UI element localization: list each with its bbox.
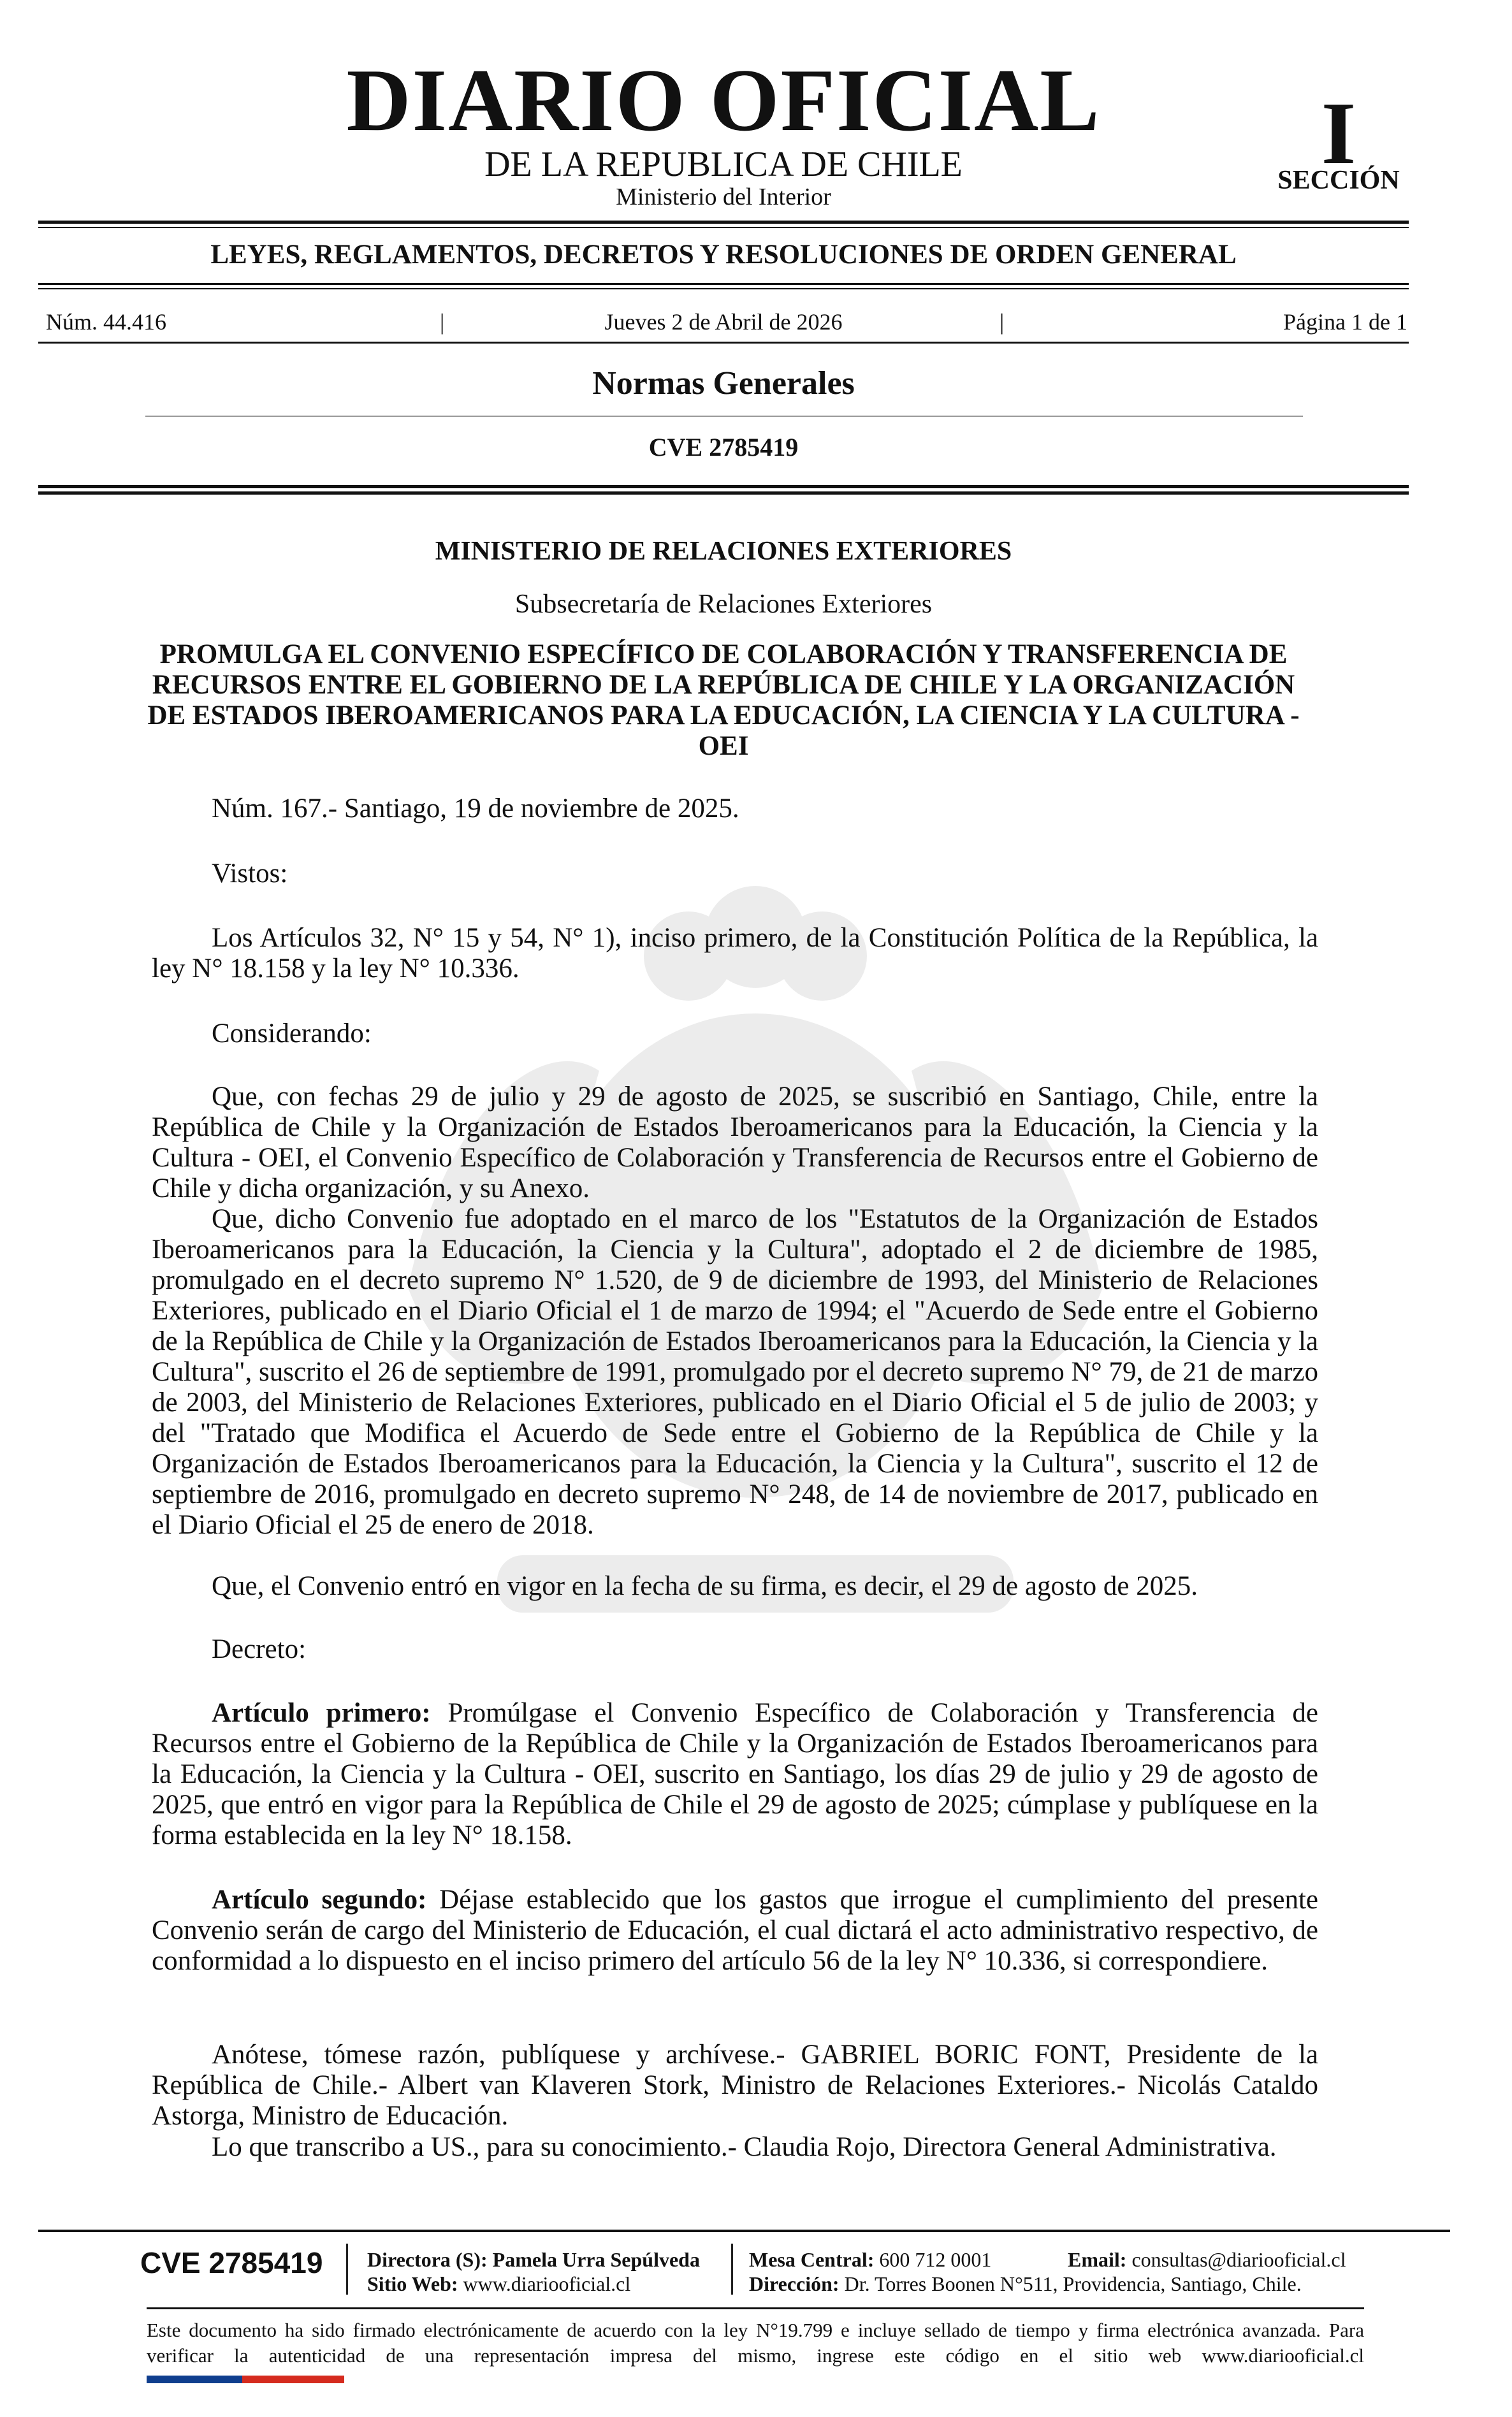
footer-website-label: Sitio Web: (367, 2272, 458, 2295)
footer-director-label: Directora (S): (367, 2248, 488, 2271)
considerando-p2-text: Que, dicho Convenio fue adoptado en el marco de los "Estatutos de la Organización de Estados Iberoamericanos para la Educación, la Ciencia y la Cultura", adoptado el 2 de diciembre de 1985, promulgado en el decreto supremo N° 1.520, de 9 de diciembre de 1993, del Ministerio de Relaciones Exteriores, publicado en el Diario Oficial el 1 de marzo de 1994; el "Acuerdo de Sede entre el Gobierno de la República de Chile y la Organización de Estados Iberoamericanos para la Educación, la Ciencia y la Cultura", suscrito el 26 de septiembre de 1991, promulgado por el decreto supremo N° 79, de 21 de marzo de 2003, del Ministerio de Relaciones Exteriores, publicado en el Diario Oficial el 5 de julio de 2003; y del "Tratado que Modifica el Acuerdo de Sede entre el Gobierno de la República de Chile y la Organización de Estados Iberoamericanos para la Educación, la Ciencia y la Cultura", suscrito el 12 de septiembre de 2016, promulgado en decreto supremo N° 248, de 14 de noviembre de 2017, publicado en el Diario Oficial el 25 de enero de 2018. (152, 1204, 1318, 1540)
footer-email (1068, 2249, 1346, 2270)
articulo-primero-label: Artículo primero: (212, 1698, 431, 1728)
header-rule-mid-1 (38, 283, 1409, 285)
considerando-p1-text: Que, con fechas 29 de julio y 29 de agosto de 2025, se suscribió en Santiago, Chile, entre la República de Chile y la Organización de Estados Iberoamericanos para la Educación, la Ciencia y la Cultura - OEI, el Convenio Específico de Colaboración y Transferencia de Recursos entre el Gobierno de Chile y dicha organización, y su Anexo. (152, 1082, 1318, 1203)
laws-line: LEYES, REGLAMENTOS, DECRETOS Y RESOLUCIONES DE ORDEN GENERAL (210, 240, 1237, 270)
section-number: I (1321, 84, 1356, 183)
considerando-heading (152, 1019, 1318, 1049)
footer-cve-code: CVE 2785419 (140, 2246, 323, 2279)
document-title: PROMULGA EL CONVENIO ESPECÍFICO DE COLABORACIÓN Y TRANSFERENCIA DE RECURSOS ENTRE EL GOBIERNO DE LA REPÚBLICA DE CHILE Y LA ORGANIZACIÓN DE ESTADOS IBEROAMERICANOS PARA LA EDUCACIÓN, LA CIENCIA Y LA CULTURA - OEI (147, 639, 1300, 761)
decree-line (152, 794, 1318, 824)
closing-paragraph-2 (152, 2132, 1318, 2163)
masthead: DIARIO OFICIAL (346, 51, 1101, 150)
footer-phone (749, 2249, 991, 2270)
subhead: DE LA REPUBLICA DE CHILE (484, 145, 963, 184)
header-rule-date (38, 342, 1409, 344)
considerando-paragraph-3 (152, 1571, 1318, 1602)
footer-email-link[interactable]: consultas@diariooficial.cl (1131, 2248, 1346, 2271)
articulo-segundo (152, 1885, 1318, 1977)
flag-stripe-red (242, 2376, 344, 2383)
footer-note-rule (147, 2307, 1364, 2309)
footer-signature-note: Este documento ha sido firmado electrónicamente de acuerdo con la ley N°19.799 e incluye sellado de tiempo y firma electrónica avanzada. Para verificar la autenticidad de una representación impresa del mismo, ingrese este código en el sitio web www.diariooficial.cl (147, 2319, 1364, 2367)
footer-address-value: Dr. Torres Boonen N°511, Providencia, Santiago, Chile. (844, 2272, 1302, 2295)
footer-website-link[interactable]: www.diariooficial.cl (463, 2272, 631, 2295)
footer-phone-value: 600 712 0001 (879, 2248, 992, 2271)
footer-address-label: Dirección: (749, 2272, 840, 2295)
section-label: SECCIÓN (1277, 166, 1400, 195)
footer-address (749, 2274, 1302, 2294)
footer-rule (38, 2230, 1450, 2232)
footer-director (367, 2249, 700, 2270)
decree-line-text: Núm. 167.- Santiago, 19 de noviembre de 2025. (212, 794, 739, 824)
issue-date: Jueves 2 de Abril de 2026 (604, 309, 843, 335)
considerando-paragraph-1 (152, 1082, 1318, 1204)
issue-number: Núm. 44.416 (46, 309, 166, 335)
footer-phone-label: Mesa Central: (749, 2248, 875, 2271)
section-title: Normas Generales (592, 365, 855, 402)
cve-code: CVE 2785419 (648, 433, 799, 461)
flag-stripe-blue (147, 2376, 242, 2383)
vistos-heading (152, 859, 1318, 889)
footer-divider (731, 2244, 733, 2295)
closing-paragraph-1 (152, 2040, 1318, 2131)
considerando-p3-text: Que, el Convenio entró en vigor en la fecha de su firma, es decir, el 29 de agosto de 2025. (212, 1571, 1198, 1601)
decreto-label: Decreto: (212, 1634, 307, 1664)
vistos-paragraph (152, 923, 1318, 984)
articulo-primero (152, 1698, 1318, 1851)
vistos-label: Vistos: (212, 859, 288, 889)
footer-divider (346, 2244, 348, 2295)
articulo-segundo-text: Déjase establecido que los gastos que irrogue el cumplimiento del presente Convenio serán de cargo del Ministerio de Educación, el cual dictará el acto administrativo respectivo, de conformidad a lo dispuesto en el inciso primero del artículo 56 de la ley N° 10.336, si correspondiere. (152, 1885, 1319, 1976)
page-info: Página 1 de 1 (1283, 309, 1407, 335)
header-rule-top-2 (38, 227, 1409, 228)
decreto-heading (152, 1634, 1318, 1665)
header-rule-bottom-1 (38, 485, 1409, 488)
footer-website (367, 2274, 630, 2294)
considerando-paragraph-2 (152, 1204, 1318, 1541)
section-title-rule (145, 416, 1303, 417)
closing-p1-text: Anótese, tómese razón, publíquese y archívese.- GABRIEL BORIC FONT, Presidente de la República de Chile.- Albert van Klaveren Stork, Ministro de Relaciones Exteriores.- Nicolás Cataldo Astorga, Ministro de Educación. (152, 2040, 1318, 2131)
header-rule-top-1 (38, 221, 1409, 224)
vistos-text: Los Artículos 32, N° 15 y 54, N° 1), inciso primero, de la Constitución Política de la República, la ley N° 18.158 y la ley N° 10.336. (152, 923, 1318, 983)
considerando-label: Considerando: (212, 1019, 372, 1049)
separator: | (440, 309, 445, 335)
header-ministry: Ministerio del Interior (616, 184, 831, 210)
footer-director-name: Pamela Urra Sepúlveda (492, 2248, 700, 2271)
document-subsecretaria: Subsecretaría de Relaciones Exteriores (514, 590, 933, 619)
closing-p2-text: Lo que transcribo a US., para su conocimiento.- Claudia Rojo, Directora General Administrativa. (212, 2132, 1277, 2162)
footer-email-label: Email: (1068, 2248, 1127, 2271)
articulo-segundo-label: Artículo segundo: (212, 1885, 427, 1915)
document-ministry: MINISTERIO DE RELACIONES EXTERIORES (435, 537, 1012, 566)
header-rule-bottom-2 (38, 491, 1409, 495)
header-rule-mid-2 (38, 288, 1409, 289)
separator: | (1000, 309, 1005, 335)
articulo-primero-text: Promúlgase el Convenio Específico de Colaboración y Transferencia de Recursos entre el Gobierno de la República de Chile y la Organización de Estados Iberoamericanos para la Educación, la Ciencia y la Cultura - OEI, suscrito en Santiago, los días 29 de julio y 29 de agosto de 2025, que entró en vigor para la República de Chile el 29 de agosto de 2025; cúmplase y publíquese en la forma establecida en la ley N° 18.158. (152, 1698, 1318, 1850)
